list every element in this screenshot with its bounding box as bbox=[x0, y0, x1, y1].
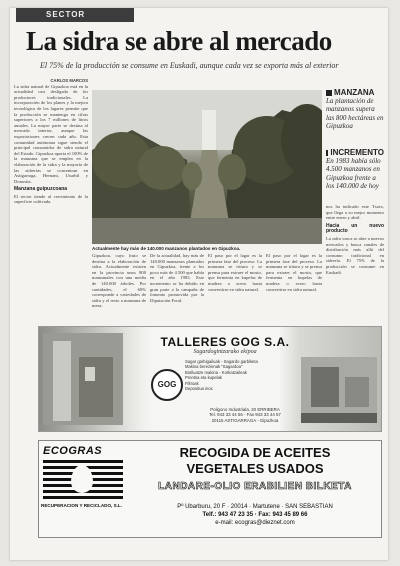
ad-list-item: Filtroak bbox=[185, 380, 199, 386]
ad-email: e-mail: ecogras@dieznet.com bbox=[215, 520, 295, 526]
orchard-illustration bbox=[92, 90, 322, 244]
pullquote-text: La plantación de manzanos supera las 800 hectáreas en Gipuzkoa bbox=[326, 97, 384, 130]
ad-phone: Telf.: 943 47 23 35 · Fax: 943 45 89 66 bbox=[202, 512, 308, 518]
ad-title: TALLERES GOG S.A. bbox=[160, 335, 290, 349]
article-text-5: nos ha indicado este Txotx, que llega a su mejor momento entre enero y abril. bbox=[326, 204, 384, 221]
article-text-1b: Gipuzkoa aporta el 100% de la manzana que se emplea en la elaboración de la sidra y la mayoría de las sidrerías se concentran en Astigarraga, Hernani, Usurbil y Donostia. bbox=[14, 150, 88, 184]
ad-contact bbox=[135, 503, 375, 527]
pullquote-text: En 1983 había sólo 4.500 manzanos en Gipuzkoa frente a los 140.000 de hoy bbox=[326, 157, 381, 190]
ecogras-logo-icon bbox=[43, 459, 123, 499]
article-column-4 bbox=[208, 253, 262, 319]
pullquote-incremento bbox=[326, 148, 384, 190]
article-column-4b bbox=[266, 253, 322, 319]
subheadline: El 75% de la producción se consume en Euskadi, aunque cada vez se exporta más al exterior bbox=[40, 61, 339, 70]
byline: CARLOS MARCOS bbox=[50, 78, 88, 83]
ad-headline-1: RECOGIDA DE ACEITES bbox=[179, 445, 331, 460]
article-column-2 bbox=[92, 253, 146, 319]
photo-caption: Actualmente hay más de 140.000 manzanos plantados en Gipuzkoa. bbox=[92, 246, 241, 251]
article-text-2: Gipuzkoa, cuyo fruto se destina a la elaboración de sidra. Actualmente existen en la provincia unos 800 manzanales con una media de 140.000 árboles. Por cantidades, el 60% corresponde a variedades de sidra y el resto a manzana de mesa. bbox=[92, 253, 146, 309]
gog-logo: GOG bbox=[151, 369, 183, 401]
ecogras-tagline: RECUPERACION Y RECICLADO, S.L. bbox=[41, 503, 122, 508]
headline: La sidra se abre al mercado bbox=[26, 26, 332, 56]
square-bullet-icon bbox=[326, 150, 328, 156]
ad-basque-headline: LANDARE-OLIO ERABILIEN BILKETA bbox=[158, 481, 352, 492]
article-column-1 bbox=[14, 78, 88, 318]
ad-headline-2: VEGETALES USADOS bbox=[186, 461, 324, 476]
section-tag: SECTOR bbox=[16, 8, 134, 22]
newspaper-page bbox=[10, 8, 388, 560]
orchard-photo bbox=[92, 90, 322, 244]
article-column-3 bbox=[150, 253, 204, 319]
ecogras-brand: ECOGRAS bbox=[43, 445, 103, 457]
article-text-1c: El sector tiende al crecimiento de la superficie cultivada. bbox=[14, 193, 88, 205]
oil-drop-icon bbox=[71, 465, 93, 493]
ad-product-list bbox=[185, 359, 295, 391]
article-text-3: De la actualidad, hay más de 140.000 manzanos plantados en Gipuzkoa, frente a los poco más de 4.500 que había en el año 1983. Este incremento se ha debido en gran parte a la campaña de fomento promovida por la Diputación Foral. bbox=[150, 253, 204, 303]
article-text-1: La sidra natural de Gipuzkoa está en la actualidad casi desligada de los productores tradicionales. La incorporación de los planes y la mejora tecnológica de los lagares permite que la producción se mantenga en cifras superiores a los 7 millones de litros anuales. La mayor parte se destina al mercado interior, aunque las exportaciones crecen cada año. Esta comunidad autónoma sigue siendo el principal consumidor de sidra natural del Estado. bbox=[14, 83, 88, 156]
ad-list-item: Depositua inox bbox=[185, 386, 213, 392]
ecogras-ad bbox=[38, 440, 382, 538]
crosshead-2: Hacia un nuevo producto bbox=[326, 222, 384, 235]
article-text-4b: El paso por el lagar es la primera fase del proceso. La manzana se tritura y se prensa para extraer el mosto, que fermenta en kupelas de madera o acero hasta convertirse en sidra natural. bbox=[266, 253, 322, 292]
article-column-5 bbox=[326, 204, 384, 319]
pullquote-manzana bbox=[326, 88, 384, 130]
ad-list-item: Prentsa eta kupelak bbox=[185, 375, 223, 381]
talleres-gog-ad bbox=[38, 326, 382, 432]
ad-list-item: Botiluatze makina - Korkatzaileak bbox=[185, 369, 247, 375]
ad-address: Poligono Industriala, 20 ERRIBERA Tel. 943 33 44 56 - Fax 943 33 44 57 20115 ASTIGARRAGA - Gipuzkoa bbox=[209, 407, 281, 423]
article-text-4: El paso por el lagar es la primera fase del proceso. La manzana se tritura y se prensa para extraer el mosto, que fermenta en kupelas de madera o acero hasta convertirse en sidra natural. bbox=[208, 253, 262, 292]
ad-address: Pº Ubarburu, 20 F · 20014 · Martutene · SAN SEBASTIAN bbox=[177, 504, 333, 510]
pullquote-title: MANZANA bbox=[326, 88, 384, 97]
article-text-5b: La sidra vasca se abre a nuevos mercados y busca canales de distribución más allá del consumo tradicional en sidrería. El 75% de la producción se consume en Euskadi. bbox=[326, 235, 384, 275]
crosshead-1: Manzana guipuzcoana bbox=[14, 186, 68, 193]
ad-subtitle: Sagardogintzarako ekipoa bbox=[193, 349, 257, 355]
ad-list-item: Makina berezienak "Sagardoa" bbox=[185, 364, 243, 370]
ad-list-item: Sagar garbigailuak - Sagardo garbiketa bbox=[185, 359, 258, 364]
square-bullet-icon bbox=[326, 90, 332, 96]
pullquote-title: INCREMENTO bbox=[326, 148, 384, 157]
